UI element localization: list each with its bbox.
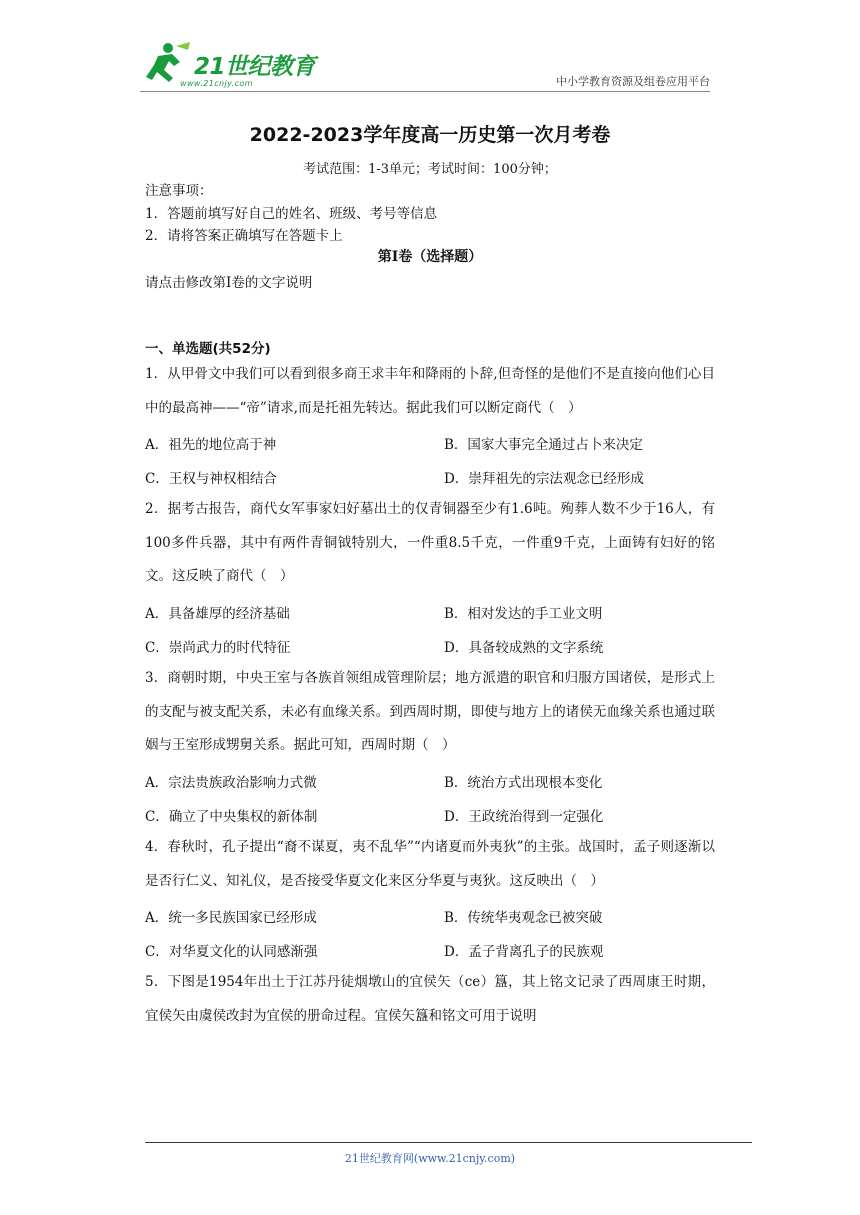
part-heading: 一、单选题(共52分) bbox=[145, 341, 271, 357]
question-1-option-c[interactable]: C．王权与神权相结合 bbox=[145, 471, 277, 487]
question-3-option-c[interactable]: C．确立了中央集权的新体制 bbox=[145, 809, 318, 825]
question-5-text: 5．下图是1954年出土于江苏丹徒烟墩山的宜侯矢（ce）簋，其上铭文记录了西周康王时期，宜侯矢由虞侯改封为宜侯的册命过程。宜侯矢簋和铭文可用于说明 bbox=[145, 974, 715, 1024]
logo-url: www.21cnjy.com bbox=[180, 79, 253, 88]
header-divider bbox=[140, 91, 710, 92]
site-logo[interactable] bbox=[140, 40, 330, 90]
footer-link[interactable]: 21世纪教育网(www.21cnjy.com) bbox=[344, 1152, 516, 1165]
question-1-option-a[interactable]: A．祖先的地位高于神 bbox=[145, 437, 277, 453]
exam-subtitle: 考试范围：1-3单元；考试时间：100分钟； bbox=[303, 162, 557, 177]
question-1-option-b[interactable]: B．国家大事完全通过占卜来决定 bbox=[444, 437, 643, 453]
section-note[interactable]: 请点击修改第I卷的文字说明 bbox=[145, 275, 313, 291]
page-header bbox=[140, 40, 710, 96]
notice-item: 2．请将答案正确填写在答题卡上 bbox=[145, 228, 343, 244]
question-4-option-c[interactable]: C．对华夏文化的认同感渐强 bbox=[145, 944, 318, 960]
notice-heading: 注意事项： bbox=[145, 183, 213, 199]
question-3-option-b[interactable]: B．统治方式出现根本变化 bbox=[444, 775, 603, 791]
question-1-option-d[interactable]: D．崇拜祖先的宗法观念已经形成 bbox=[444, 471, 644, 487]
question-2-option-a[interactable]: A．具备雄厚的经济基础 bbox=[145, 606, 290, 622]
question-4-option-a[interactable]: A．统一多民族国家已经形成 bbox=[145, 910, 317, 926]
question-2-option-d[interactable]: D．具备较成熟的文字系统 bbox=[444, 640, 604, 656]
question-1-text: 1．从甲骨文中我们可以看到很多商王求丰年和降雨的卜辞,但奇怪的是他们不是直接向他们心目中的最高神——“帝”请求,而是托祖先转达。据此我们可以断定商代（ ） bbox=[145, 366, 715, 416]
question-4-option-b[interactable]: B．传统华夷观念已被突破 bbox=[444, 910, 603, 926]
platform-label: 中小学教育资源及组卷应用平台 bbox=[556, 75, 710, 88]
section-title: 第I卷（选择题） bbox=[377, 249, 483, 265]
question-2-text: 2．据考古报告，商代女军事家妇好墓出土的仅青铜器至少有1.6吨。殉葬人数不少于16人，有100多件兵器，其中有两件青铜钺特别大，一件重8.5千克，一件重9千克，上面铸有妇好的铭文。这反映了商代（ ） bbox=[145, 501, 715, 584]
question-3-option-a[interactable]: A．宗法贵族政治影响力式微 bbox=[145, 775, 317, 791]
notice-item: 1．答题前填写好自己的姓名、班级、考号等信息 bbox=[145, 206, 438, 222]
question-4-text: 4．春秋时，孔子提出“裔不谋夏，夷不乱华”“内诸夏而外夷狄”的主张。战国时，孟子则逐渐以是否行仁义、知礼仪，是否接受华夏文化来区分华夏与夷狄。这反映出（ ） bbox=[145, 839, 715, 889]
question-2-option-b[interactable]: B．相对发达的手工业文明 bbox=[444, 606, 603, 622]
question-4-option-d[interactable]: D．孟子背离孔子的民族观 bbox=[444, 944, 604, 960]
logo-text: 21世纪教育 bbox=[194, 54, 316, 80]
question-2-option-c[interactable]: C．崇尚武力的时代特征 bbox=[145, 640, 291, 656]
footer-divider bbox=[145, 1142, 752, 1143]
exam-title: 2022-2023学年度高一历史第一次月考卷 bbox=[249, 124, 611, 146]
question-3-option-d[interactable]: D．王政统治得到一定强化 bbox=[444, 809, 604, 825]
question-3-text: 3．商朝时期，中央王室与各族首领组成管理阶层；地方派遣的职官和归服方国诸侯，是形式上的支配与被支配关系，未必有血缘关系。到西周时期，即使与地方上的诸侯无血缘关系也通过联姻与王室形成甥舅关系。据此可知，西周时期（ ） bbox=[145, 670, 715, 753]
